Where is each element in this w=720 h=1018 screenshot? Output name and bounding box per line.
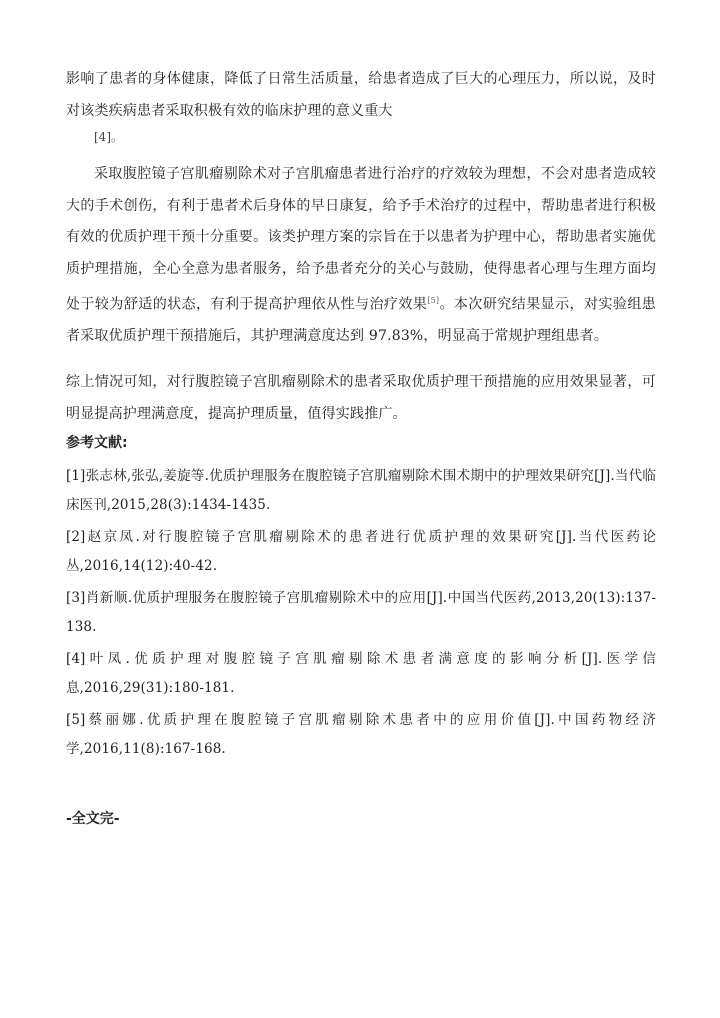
reference-item: [3]肖新顺.优质护理服务在腹腔镜子宫肌瘤剔除术中的应用[J].中国当代医药,2013,20(13):137-138. [66, 590, 656, 635]
paragraph-1-citation: [4]。 [94, 130, 123, 144]
paragraph-2 [66, 159, 656, 353]
reference-item: [1]张志林,张弘,姜旋等.优质护理服务在腹腔镜子宫肌瘤剔除术围术期中的护理效果研究[J].当代临床医刊,2015,28(3):1434-1435. [66, 468, 656, 513]
reference-item: [4]叶凤.优质护理对腹腔镜子宫肌瘤剔除术患者满意度的影响分析[J].医学信息,2016,29(31):180-181. [66, 651, 656, 696]
references-heading: 参考文献: [66, 435, 128, 451]
paragraph-2-citation: [5] [427, 296, 440, 305]
paragraph-1: 影响了患者的身体健康，降低了日常生活质量，给患者造成了巨大的心理压力，所以说，及时对该类疾病患者采取积极有效的临床护理的意义重大 [66, 71, 656, 119]
paragraph-3: 综上情况可知，对行腹腔镜子宫肌瘤剔除术的患者采取优质护理干预措施的应用效果显著，可明显提高护理满意度，提高护理质量，值得实践推广。 [66, 374, 656, 422]
reference-item: [2]赵京凤.对行腹腔镜子宫肌瘤剔除术的患者进行优质护理的效果研究[J].当代医药论丛,2016,14(12):40-42. [66, 529, 656, 574]
end-mark: -全文完- [66, 811, 120, 827]
reference-list [66, 462, 656, 767]
paragraph-2-tail: 。本次研究结果显示，对实验组患者采取优质护理干预措施后，其护理满意度达到 97.83%，明显高于常规护理组患者。 [66, 296, 657, 345]
reference-item: [5]蔡丽娜.优质护理在腹腔镜子宫肌瘤剔除术患者中的应用价值[J].中国药物经济学,2016,11(8):167-168. [66, 712, 656, 757]
paragraph-2-main: 采取腹腔镜子宫肌瘤剔除术对子宫肌瘤患者进行治疗的疗效较为理想，不会对患者造成较大的手术创伤，有利于患者术后身体的早日康复，给予手术治疗的过程中，帮助患者进行积极有效的优质护理干预十分重要。该类护理方案的宗旨在于以患者为护理中心，帮助患者实施优质护理措施，全心全意为患者服务，给予患者充分的关心与鼓励，使得患者心理与生理方面均处于较为舒适的状态，有利于提高护理依从性与治疗效果 [66, 166, 656, 313]
